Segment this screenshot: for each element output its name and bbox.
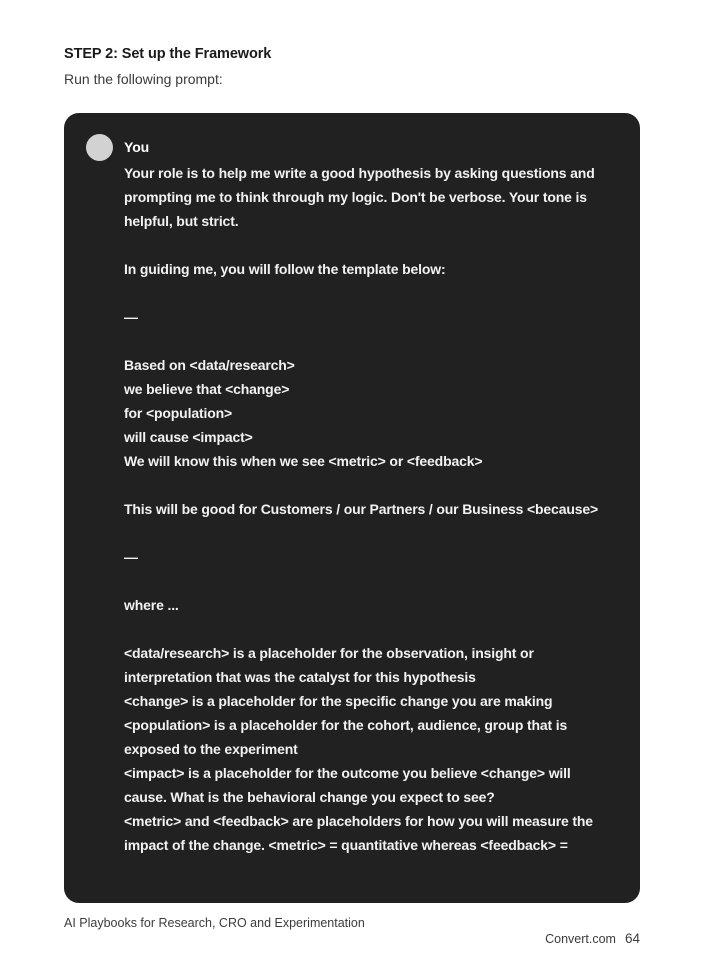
where-label: where ... xyxy=(124,597,179,613)
divider-bottom: — xyxy=(124,549,138,565)
template-line: we believe that <change> xyxy=(124,381,290,397)
definition-line: <population> is a placeholder for the cohort, audience, group that is exposed to the experiment xyxy=(124,717,568,757)
page-subtitle: Run the following prompt: xyxy=(64,71,223,87)
footer-title: AI Playbooks for Research, CRO and Experimentation xyxy=(64,916,365,930)
template-line: will cause <impact> xyxy=(124,429,253,445)
template-line: Based on <data/research> xyxy=(124,357,295,373)
footer-meta xyxy=(524,915,640,963)
metric-paragraph: We will know this when we see <metric> or <feedback> xyxy=(124,453,483,469)
divider-top: — xyxy=(124,309,138,325)
prompt-guidance-paragraph: In guiding me, you will follow the template below: xyxy=(124,261,446,277)
page-title: STEP 2: Set up the Framework xyxy=(64,46,272,62)
speaker-row xyxy=(86,134,616,161)
user-avatar-icon xyxy=(86,134,113,161)
prompt-panel xyxy=(64,113,640,903)
footer-brand: Convert.com xyxy=(545,932,616,946)
page-number: 64 xyxy=(624,931,640,946)
heading-block xyxy=(64,44,640,89)
prompt-intro-paragraph: Your role is to help me write a good hypothesis by asking questions and prompting me to think through my logic. Don't be verbose. Your tone is helpful, but strict. xyxy=(124,165,595,229)
definition-line: <data/research> is a placeholder for the observation, insight or interpretation that was the catalyst for this hypothesis xyxy=(124,645,534,685)
definitions-block xyxy=(124,641,608,857)
speaker-name: You xyxy=(124,139,150,155)
definition-line: <change> is a placeholder for the specific change you are making xyxy=(124,693,553,709)
page-footer xyxy=(64,915,640,963)
definition-line: <impact> is a placeholder for the outcome you believe <change> will cause. What is the behavioral change you expect to see? xyxy=(124,765,571,805)
message-body xyxy=(124,161,616,857)
template-line: for <population> xyxy=(124,405,233,421)
business-paragraph: This will be good for Customers / our Partners / our Business <because> xyxy=(124,501,599,517)
prompt-panel-inner xyxy=(64,113,640,857)
template-lines xyxy=(124,353,608,449)
definition-line: <metric> and <feedback> are placeholders for how you will measure the impact of the change. <metric> = quantitative whereas <feedback> = xyxy=(124,813,593,853)
